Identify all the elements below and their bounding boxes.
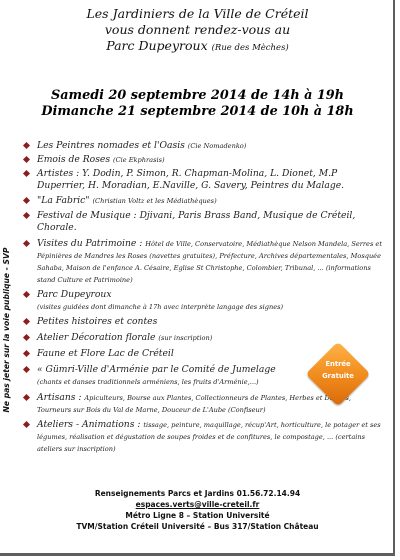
item-title: Visites du Patrimoine : bbox=[37, 238, 143, 249]
badge-line-1: Entrée bbox=[325, 360, 351, 368]
item-title: Artisans : bbox=[37, 392, 82, 403]
diamond-bullet-icon bbox=[23, 212, 30, 219]
header-line-1: Les Jardiniers de la Ville de Créteil bbox=[86, 6, 309, 21]
item-title: "La Fabric" bbox=[37, 195, 90, 206]
item-detail: (chants et danses traditionnels arméniens, les fruits d'Arménie,...) bbox=[37, 378, 259, 386]
item-title: « Gümri-Ville d'Arménie par le Comité de Jumelage bbox=[37, 364, 276, 375]
list-item bbox=[22, 140, 382, 152]
footer-info bbox=[0, 488, 395, 532]
list-item bbox=[22, 332, 382, 344]
footer-bus: TVM/Station Créteil Université – Bus 317/Station Château bbox=[76, 522, 319, 531]
item-title: Les Peintres nomades et l'Oasis bbox=[37, 140, 185, 151]
list-item bbox=[22, 316, 382, 328]
vertical-note-text: Ne pas jeter sur la voie publique - SVP bbox=[2, 247, 11, 413]
item-detail: (Cie Nomadenko) bbox=[187, 142, 247, 150]
diamond-bullet-icon bbox=[23, 421, 30, 428]
item-detail: (Christian Voltz et les Médiathèques) bbox=[92, 197, 217, 205]
item-title: Faune et Flore Lac de Créteil bbox=[37, 348, 174, 359]
item-title: Festival de Musique : Djivani, Paris Brass Band, Musique de Créteil, Chorale. bbox=[37, 210, 356, 233]
item-title: Artistes : Y. Dodin, P. Simon, R. Chapman-Molina, L. Dionet, M.P Duperrier, H. Moradian, E.Naville, G. Savery, Peintres du Malage. bbox=[37, 168, 345, 191]
item-detail: tissage, peinture, maquillage, récup'Art, horticulture, le potager et ses légumes, réalisation et dégustation de soupes froides et de confitures, le compostage, ... (certains ateliers sur inscription) bbox=[37, 421, 381, 453]
diamond-bullet-icon bbox=[23, 291, 30, 298]
item-title: Petites histoires et contes bbox=[37, 316, 158, 327]
footer-metro: Métro Ligne 8 – Station Université bbox=[125, 511, 270, 520]
date-sunday: Dimanche 21 septembre 2014 de 10h à 18h bbox=[41, 104, 354, 119]
vertical-note bbox=[2, 210, 16, 450]
diamond-bullet-icon bbox=[23, 366, 30, 373]
item-detail: (visites guidées dont dimanche à 17h avec interprète langage des signes) bbox=[37, 303, 284, 311]
diamond-bullet-icon bbox=[23, 334, 30, 341]
diamond-bullet-icon bbox=[23, 318, 30, 325]
list-item bbox=[22, 419, 382, 455]
diamond-bullet-icon bbox=[23, 240, 30, 247]
list-item bbox=[22, 154, 382, 166]
header-line-2: vous donnent rendez-vous au bbox=[104, 22, 291, 37]
diamond-bullet-icon bbox=[23, 350, 30, 357]
list-item bbox=[22, 289, 382, 313]
badge-line-2: Gratuite bbox=[322, 372, 354, 380]
free-entry-badge bbox=[298, 346, 382, 402]
diamond-bullet-icon bbox=[23, 142, 30, 149]
diamond-bullet-icon bbox=[23, 170, 30, 177]
program-list bbox=[22, 140, 382, 455]
diamond-bullet-icon bbox=[23, 197, 30, 204]
item-detail: Hôtel de Ville, Conservatoire, Médiathèque Nelson Mandela, Serres et Pépinières de Mandres les Roses (navettes gratuites), Préfecture, Archives départementales, Mosquée Sahaba, Maison de l'enfance A. Césaire, Eglise St Christophe, Colombier, Tribunal, ... (informations stand Culture et Patrimoine) bbox=[37, 240, 382, 284]
item-title: Ateliers - Animations : bbox=[37, 419, 141, 430]
item-detail: (Cie Ekphrasis) bbox=[113, 156, 165, 164]
list-item bbox=[22, 195, 382, 207]
list-item bbox=[22, 168, 382, 192]
list-item bbox=[22, 210, 382, 234]
header-park-name: Parc Dupeyroux bbox=[106, 38, 208, 53]
footer-phone: Renseignements Parcs et Jardins 01.56.72.14.94 bbox=[94, 489, 301, 498]
item-title: Atelier Décoration florale bbox=[37, 332, 156, 343]
item-title: Parc Dupeyroux bbox=[37, 289, 112, 300]
list-item bbox=[22, 238, 382, 286]
footer-email-link[interactable]: espaces.verts@ville-creteil.fr bbox=[135, 500, 260, 509]
date-saturday: Samedi 20 septembre 2014 de 14h à 19h bbox=[51, 88, 344, 103]
diamond-bullet-icon bbox=[23, 156, 30, 163]
item-title: Emois de Roses bbox=[37, 154, 111, 165]
header-line-3 bbox=[0, 38, 395, 56]
header bbox=[0, 6, 395, 56]
event-dates bbox=[0, 88, 395, 120]
badge-text bbox=[306, 358, 370, 382]
diamond-bullet-icon bbox=[23, 394, 30, 401]
item-detail: (sur inscription) bbox=[158, 334, 213, 342]
header-park-street: (Rue des Mèches) bbox=[211, 43, 289, 53]
item-detail: Apiculteurs, Bourse aux Plantes, Collectionneurs de Plantes, Herbes et Délices, Tourneurs sur Bois du Val de Marne, Douceur de L'Aube (Confiseur) bbox=[37, 394, 351, 414]
